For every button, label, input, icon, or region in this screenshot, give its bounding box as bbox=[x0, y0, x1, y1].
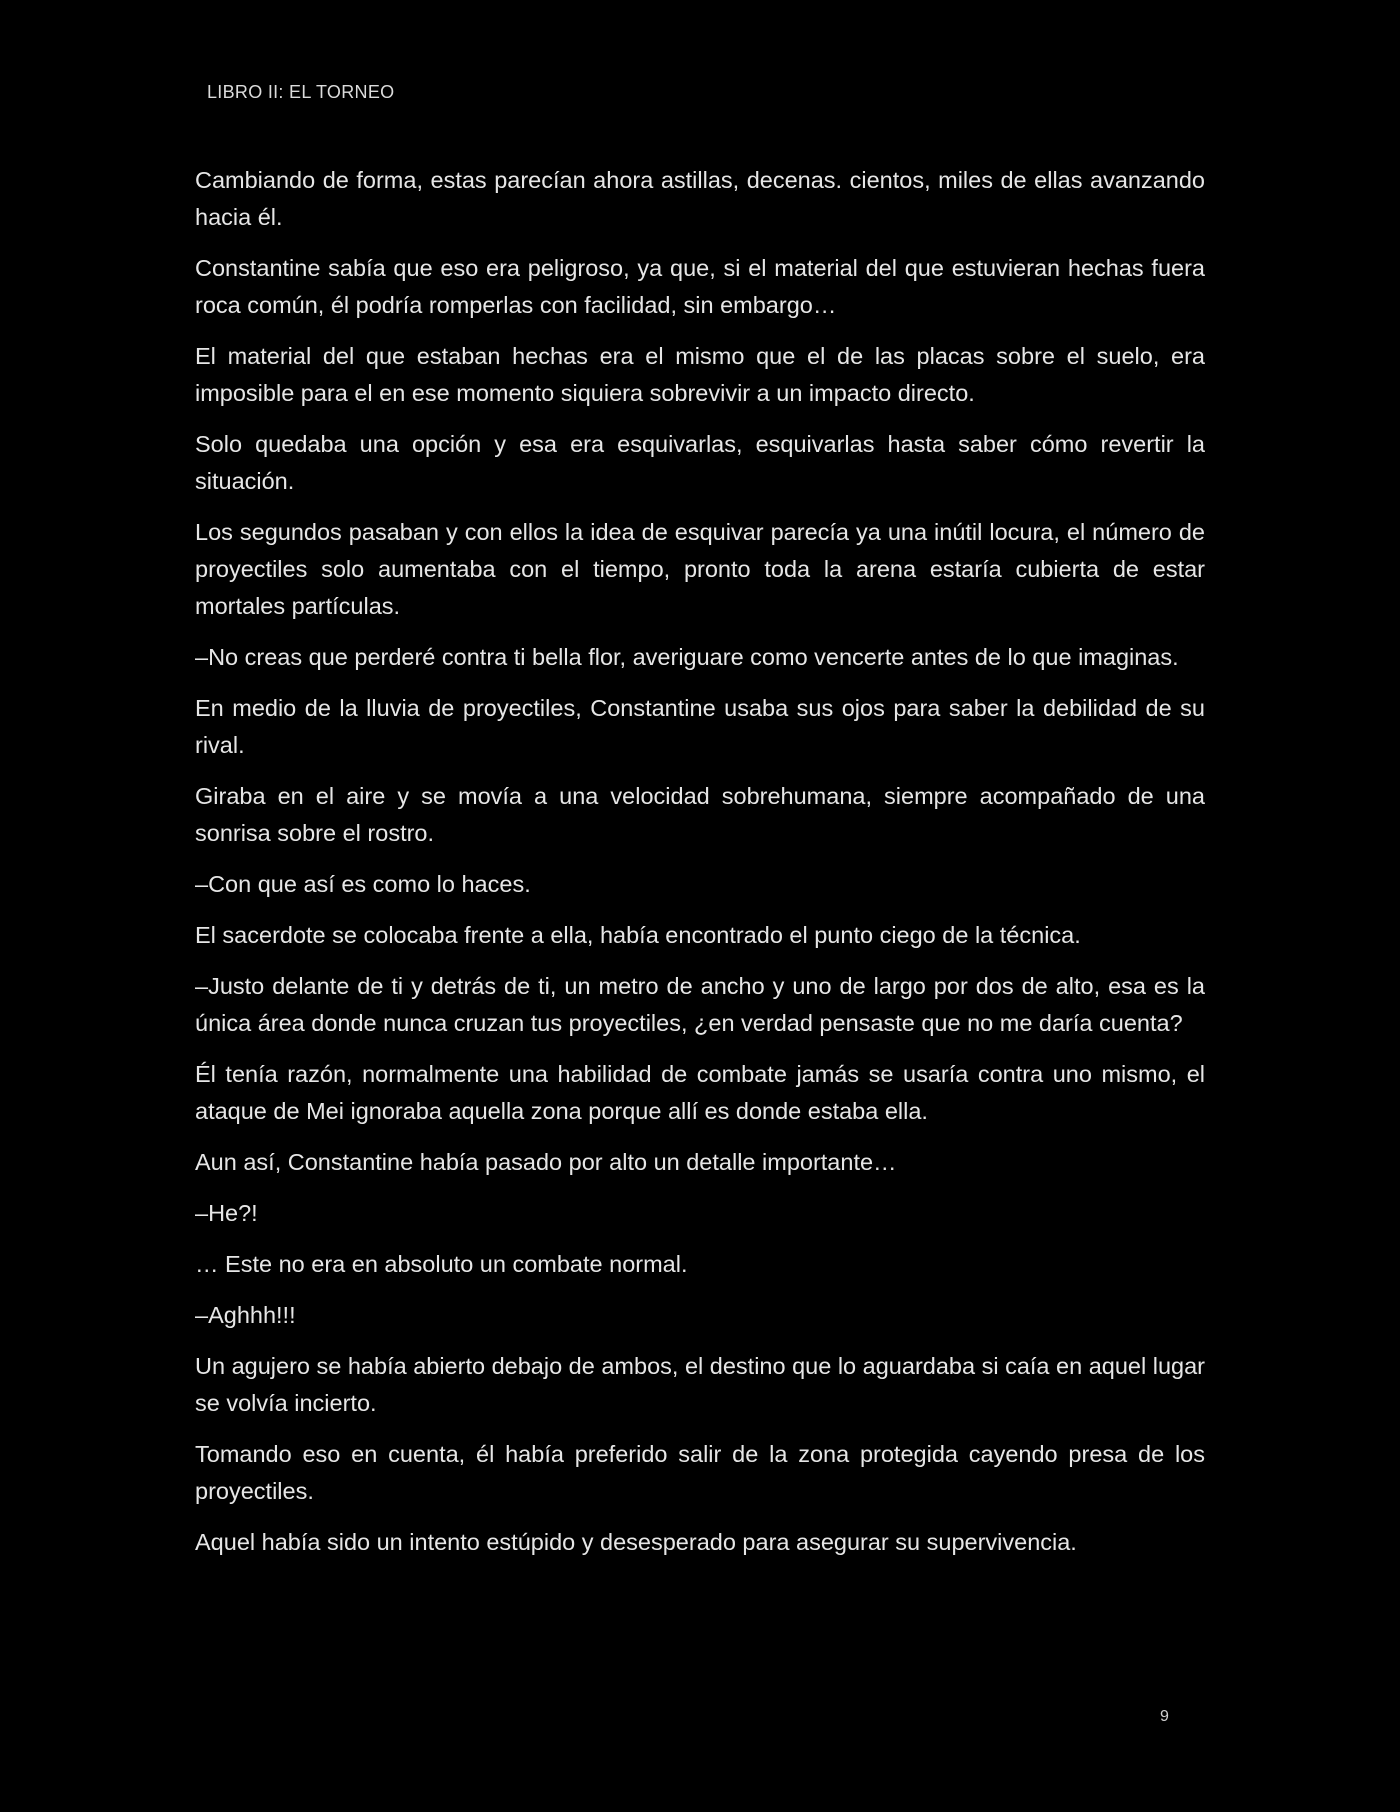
paragraph: Solo quedaba una opción y esa era esquivarlas, esquivarlas hasta saber cómo revertir la situación. bbox=[195, 431, 1205, 494]
paragraph: Él tenía razón, normalmente una habilidad de combate jamás se usaría contra uno mismo, el ataque de Mei ignoraba aquella zona porque allí es donde estaba ella. bbox=[195, 1061, 1205, 1124]
paragraph: Los segundos pasaban y con ellos la idea de esquivar parecía ya una inútil locura, el número de proyectiles solo aumentaba con el tiempo, pronto toda la arena estaría cubierta de estar mortales partículas. bbox=[195, 519, 1205, 619]
running-header: LIBRO II: EL TORNEO bbox=[207, 82, 395, 102]
paragraph: Giraba en el aire y se movía a una velocidad sobrehumana, siempre acompañado de una sonrisa sobre el rostro. bbox=[195, 783, 1205, 846]
paragraph: –Justo delante de ti y detrás de ti, un metro de ancho y uno de largo por dos de alto, esa es la única área donde nunca cruzan tus proyectiles, ¿en verdad pensaste que no me daría cuenta? bbox=[195, 973, 1205, 1036]
paragraph: El material del que estaban hechas era el mismo que el de las placas sobre el suelo, era imposible para el en ese momento siquiera sobrevivir a un impacto directo. bbox=[195, 343, 1205, 406]
paragraph: –No creas que perderé contra ti bella flor, averiguare como vencerte antes de lo que imaginas. bbox=[195, 644, 1179, 670]
paragraph: Cambiando de forma, estas parecían ahora astillas, decenas. cientos, miles de ellas avanzando hacia él. bbox=[195, 167, 1205, 230]
paragraph: –He?! bbox=[195, 1200, 258, 1226]
paragraph: –Aghhh!!! bbox=[195, 1302, 296, 1328]
paragraph: El sacerdote se colocaba frente a ella, había encontrado el punto ciego de la técnica. bbox=[195, 922, 1081, 948]
paragraph: Tomando eso en cuenta, él había preferido salir de la zona protegida cayendo presa de los proyectiles. bbox=[195, 1441, 1205, 1504]
paragraph: –Con que así es como lo haces. bbox=[195, 871, 531, 897]
body-text bbox=[195, 162, 1205, 1575]
paragraph: Constantine sabía que eso era peligroso, ya que, si el material del que estuvieran hechas fuera roca común, él podría romperlas con facilidad, sin embargo… bbox=[195, 255, 1205, 318]
page-number: 9 bbox=[1160, 1708, 1169, 1725]
paragraph: Aun así, Constantine había pasado por alto un detalle importante… bbox=[195, 1149, 897, 1175]
paragraph: Aquel había sido un intento estúpido y desesperado para asegurar su supervivencia. bbox=[195, 1529, 1077, 1555]
paragraph: … Este no era en absoluto un combate normal. bbox=[195, 1251, 688, 1277]
paragraph: En medio de la lluvia de proyectiles, Constantine usaba sus ojos para saber la debilidad de su rival. bbox=[195, 695, 1205, 758]
paragraph: Un agujero se había abierto debajo de ambos, el destino que lo aguardaba si caía en aquel lugar se volvía incierto. bbox=[195, 1353, 1205, 1416]
